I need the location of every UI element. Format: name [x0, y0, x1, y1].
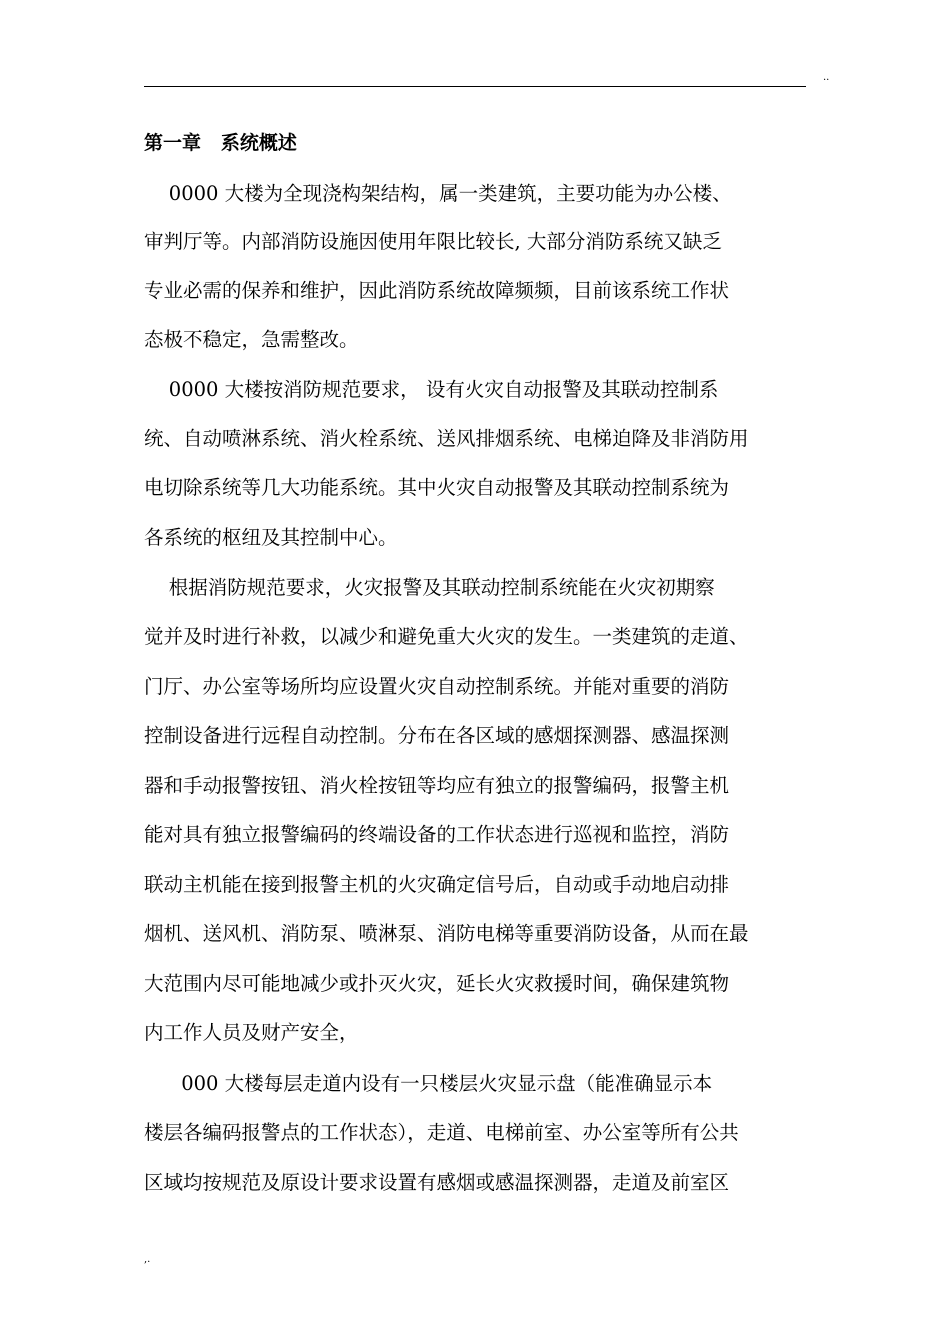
paragraph-4-line-1: 000 大楼每层走道内设有一只楼层火灾显示盘（能准确显示本: [144, 1072, 713, 1095]
paragraph-2-line-2: 统、自动喷淋系统、消火栓系统、送风排烟系统、电梯迫降及非消防用: [144, 427, 749, 450]
paragraph-3-line-8: 烟机、送风机、消防泵、喷淋泵、消防电梯等重要消防设备，从而在最: [144, 922, 749, 945]
footer-mark: ,.: [144, 1254, 151, 1265]
paragraph-2-line-4: 各系统的枢纽及其控制中心。: [144, 526, 398, 549]
paragraph-3-line-9: 大范围内尽可能地减少或扑灭火灾，延长火灾救援时间，确保建筑物: [144, 972, 730, 995]
paragraph-1-line-1: 0000 大楼为全现浇构架结构，属一类建筑，主要功能为办公楼、: [144, 182, 732, 205]
paragraph-4-line-3: 区域均按规范及原设计要求设置有感烟或感温探测器，走道及前室区: [144, 1171, 730, 1194]
paragraph-3-line-6: 能对具有独立报警编码的终端设备的工作状态进行巡视和监控，消防: [144, 823, 730, 846]
paragraph-2-line-3: 电切除系统等几大功能系统。其中火灾自动报警及其联动控制系统为: [144, 476, 730, 499]
paragraph-3-line-7: 联动主机能在接到报警主机的火灾确定信号后，自动或手动地启动排: [144, 873, 730, 896]
paragraph-3-line-4: 控制设备进行远程自动控制。分布在各区域的感烟探测器、感温探测: [144, 724, 730, 747]
paragraph-4-line-2: 楼层各编码报警点的工作状态），走道、电梯前室、办公室等所有公共: [144, 1121, 739, 1144]
paragraph-1-line-3: 专业必需的保养和维护，因此消防系统故障频频，目前该系统工作状: [144, 279, 730, 302]
paragraph-2-line-1: 0000 大楼按消防规范要求， 设有火灾自动报警及其联动控制系: [144, 378, 719, 401]
paragraph-3-line-3: 门厅、办公室等场所均应设置火灾自动控制系统。并能对重要的消防: [144, 675, 730, 698]
header-mark: ..: [823, 72, 830, 83]
paragraph-1-line-4: 态极不稳定，急需整改。: [144, 328, 359, 351]
paragraph-3-line-1: 根据消防规范要求，火灾报警及其联动控制系统能在火灾初期察: [144, 576, 715, 599]
chapter-title: 第一章 系统概述: [144, 132, 297, 154]
header-rule: [144, 86, 806, 87]
paragraph-3-line-10: 内工作人员及财产安全，: [144, 1021, 359, 1044]
paragraph-3-line-2: 觉并及时进行补救，以减少和避免重大火灾的发生。一类建筑的走道、: [144, 625, 749, 648]
paragraph-1-line-2: 审判厅等。内部消防设施因使用年限比较长, 大部分消防系统又缺乏: [144, 230, 722, 253]
paragraph-3-line-5: 器和手动报警按钮、消火栓按钮等均应有独立的报警编码，报警主机: [144, 774, 730, 797]
